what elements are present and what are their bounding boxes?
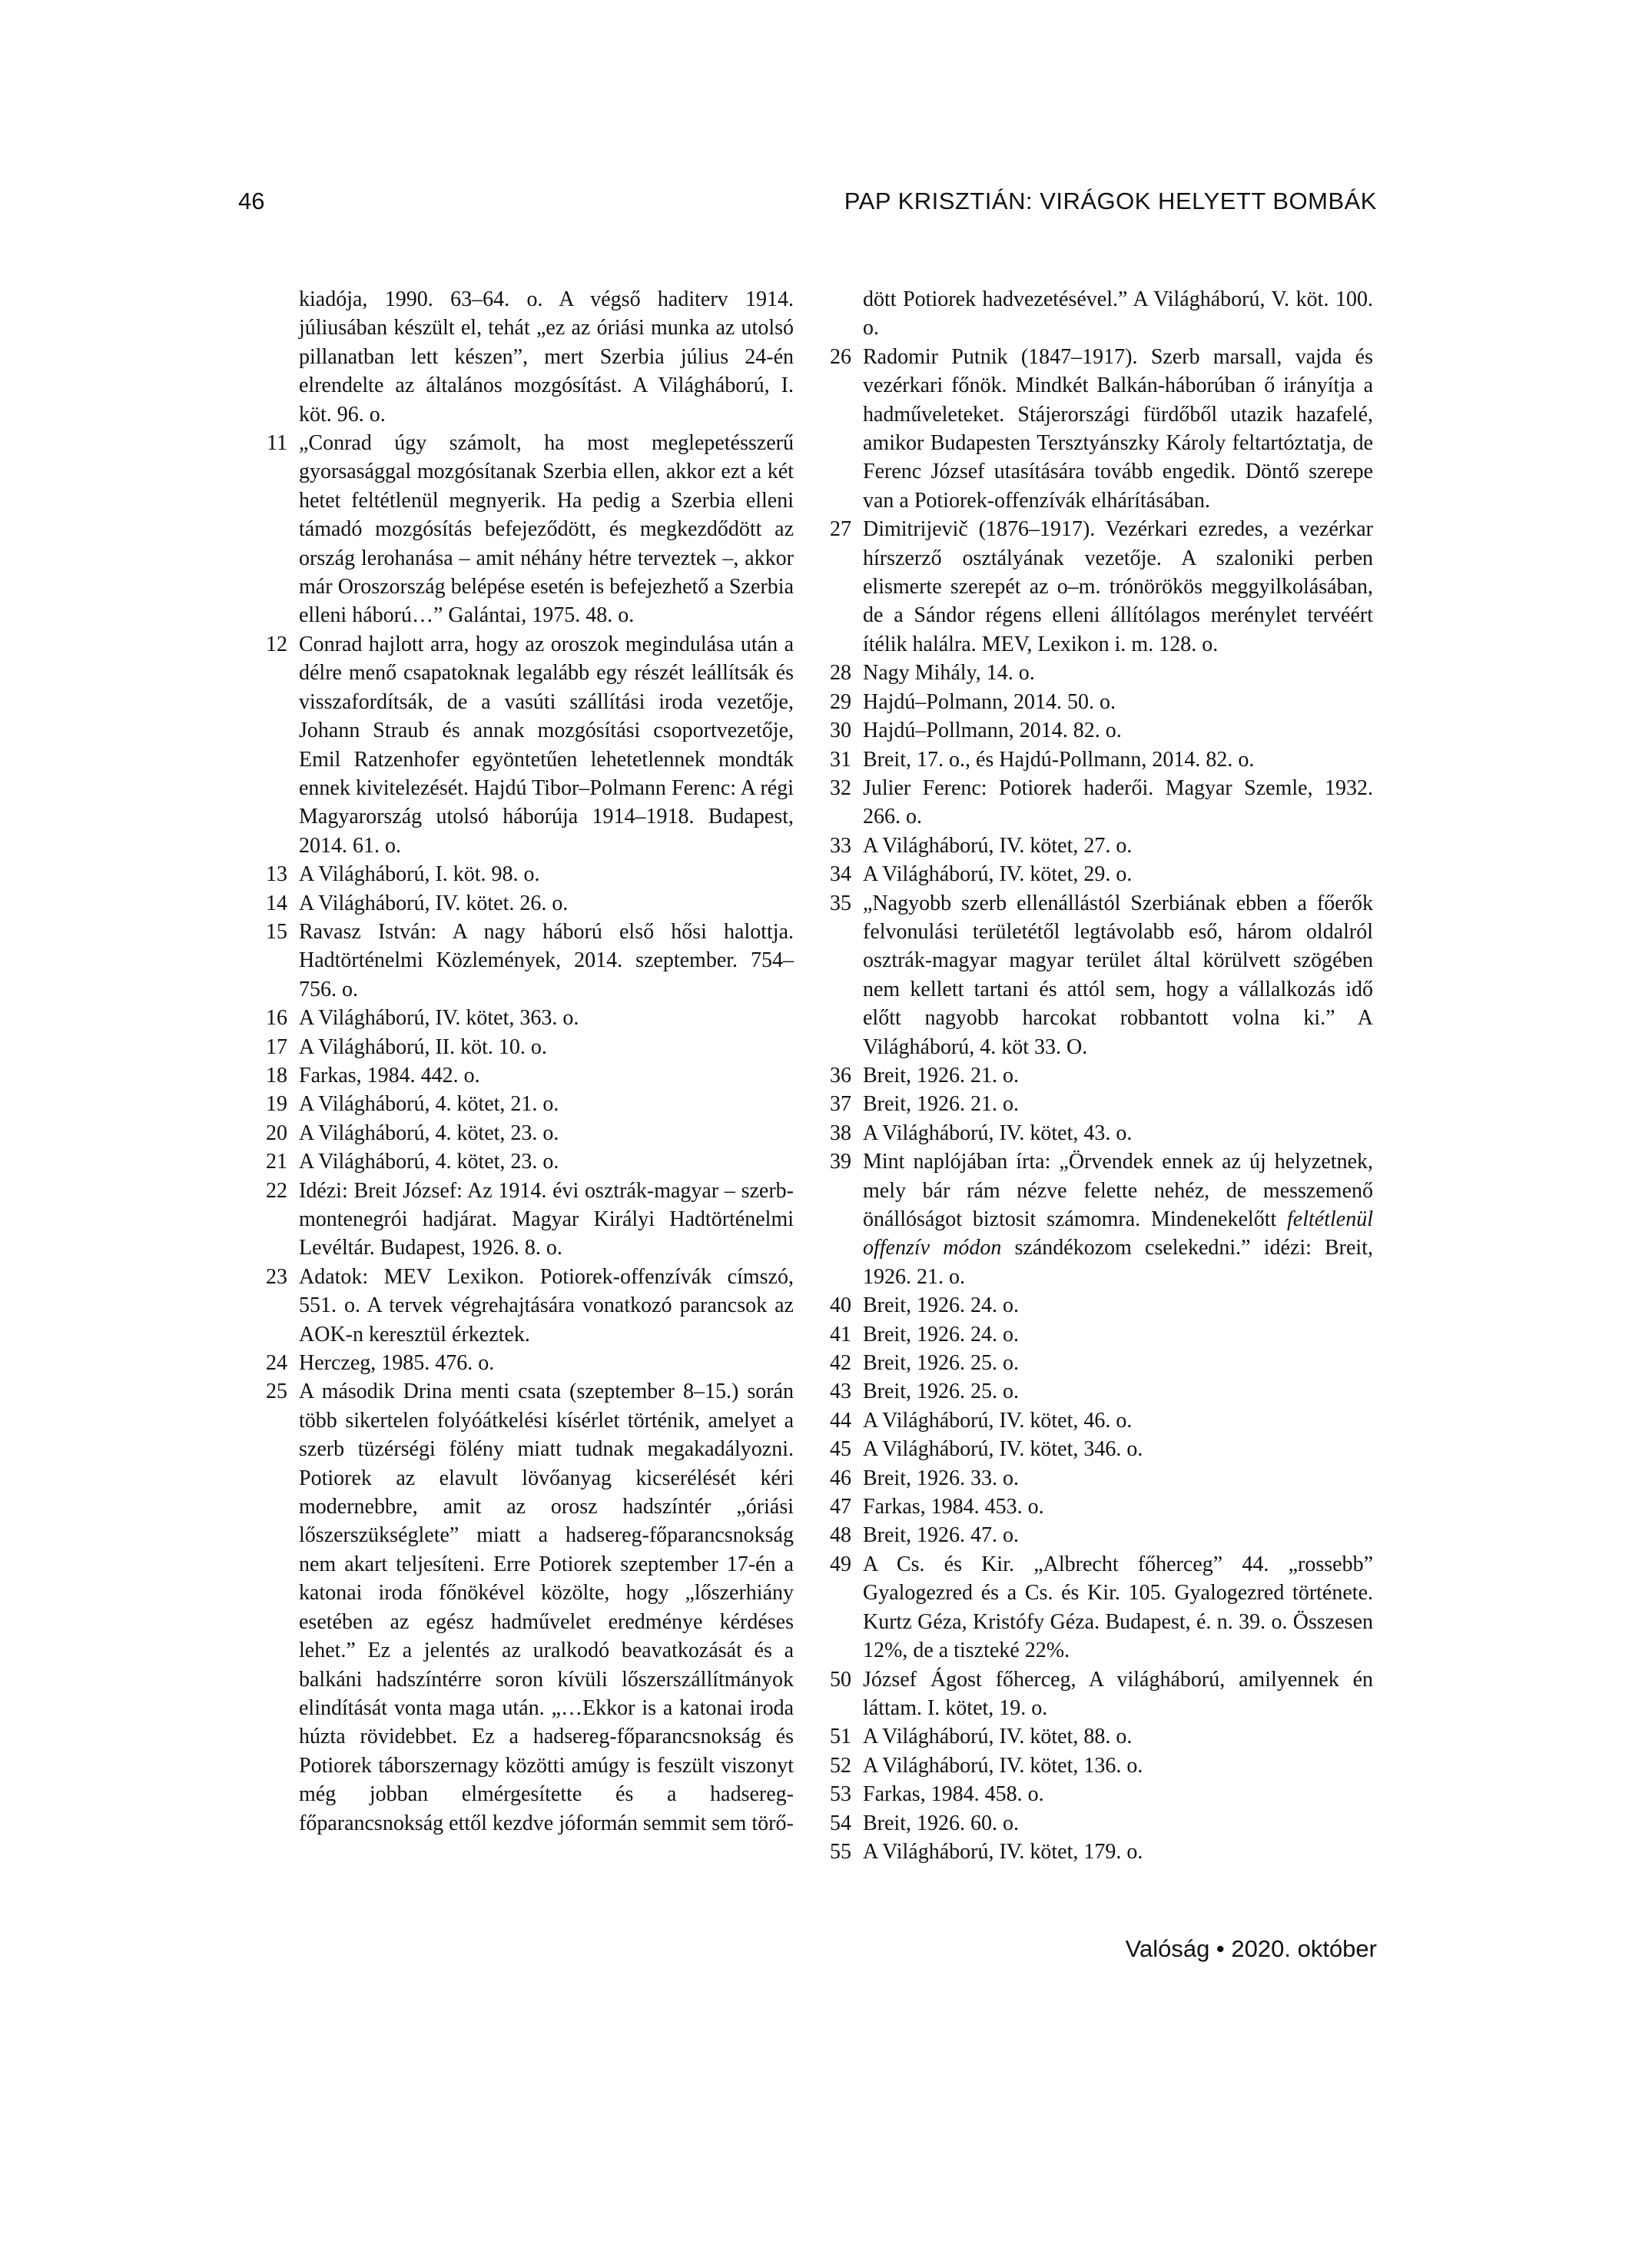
footnote-item	[830, 774, 1373, 832]
footnote-text: Dimitrijevič (1876–1917). Vezérkari ezredes, a vezérkar hírszerző osztályának vezetője. A szaloniki perben elismerte szerepét az o–m. trónörökös meggyilkolásában, de a Sándor régens elleni állítólagos merénylet tervéért ítélik halálra. MEV, Lexikon i. m. 128. o.	[863, 517, 1373, 656]
footnote-item	[830, 1464, 1373, 1493]
footnote-item	[266, 1119, 794, 1147]
footnote-text: Hajdú–Polmann, 2014. 50. o.	[863, 689, 1116, 714]
footnote-text: Farkas, 1984. 458. o.	[863, 1782, 1044, 1807]
footnote-number: 33	[830, 833, 851, 858]
footnote-item	[266, 1177, 794, 1263]
footnote-item	[830, 889, 1373, 1061]
footnote-item	[830, 1521, 1373, 1549]
footnote-number: 42	[830, 1351, 851, 1376]
footnote-number: 45	[830, 1437, 851, 1462]
footnote-number: 49	[830, 1552, 851, 1576]
footnote-number: 32	[830, 775, 851, 800]
right-footnote-column	[830, 285, 1373, 1866]
footnote-text: Julier Ferenc: Potiorek haderői. Magyar Szemle, 1932. 266. o.	[863, 775, 1373, 829]
footnote-text: Farkas, 1984. 442. o.	[299, 1063, 480, 1088]
footnote-number: 48	[830, 1523, 851, 1548]
footnote-item	[830, 1838, 1373, 1866]
footnote-item	[830, 1090, 1373, 1118]
footnote-item	[266, 1033, 794, 1061]
footnote-number: 43	[830, 1380, 851, 1404]
footnote-number: 50	[830, 1667, 851, 1692]
footnote-text: A második Drina menti csata (szeptember 8–15.) során több sikertelen folyóátkelési kísérlet történik, amelyet a szerb tüzérségi fölény miatt tudnak megakadályozni. Potiorek az elavult lövőanyag kicserélését kéri modernebbre, amit az orosz hadszíntér „óriási lőszerszükséglete” miatt a hadsereg-főparancsnokság nem akart teljesíteni. Erre Potiorek szeptember 17-én a katonai iroda főnökével közölte, hogy „lőszerhiány esetében az egész hadművelet eredménye kérdéses lehet.” Ez a jelentés az uralkodó beavatkozását és a balkáni hadszíntérre soron kívüli lőszerszállítmányok elindítását vonta maga után. „…Ekkor is a katonai iroda húzta rövidebbet. Ez a hadsereg-főparancsnokság és Potiorek táborszernagy közötti amúgy is feszült viszonyt még jobban elmérgesítette és a hadsereg-főparancsnokság ettől kezdve jóformán semmit sem törő-	[299, 1380, 794, 1835]
footnote-item	[830, 860, 1373, 888]
footnote-item	[830, 1061, 1373, 1090]
footnote-italic-phrase: feltétlenül offenzív módon	[863, 1207, 1373, 1260]
footnote-text: A Világháború, IV. kötet, 29. o.	[863, 862, 1133, 887]
footnote-item	[830, 1665, 1373, 1723]
footnote-number: 22	[266, 1178, 287, 1203]
footnote-text: „Nagyobb szerb ellenállástól Szerbiának ebben a főerők felvonulási területétől legtávolabb eső, három oldalról osztrák-magyar magyar terület által körülvett szögében nem kellett tartani és attól sem, hogy a vállalkozás idő előtt nagyobb harcokat robbantott volna ki.” A Világháború, 4. köt 33. O.	[863, 891, 1373, 1059]
footnote-text: Breit, 1926. 25. o.	[863, 1351, 1019, 1376]
footnote-item	[830, 343, 1373, 515]
footnote-text: A Világháború, IV. kötet, 179. o.	[863, 1839, 1143, 1864]
footnote-item	[830, 1406, 1373, 1435]
footnote-number: 52	[830, 1753, 851, 1778]
footnote-number: 54	[830, 1811, 851, 1835]
footnote-number: 18	[266, 1063, 287, 1088]
footnote-item	[266, 860, 794, 888]
footnote-number: 55	[830, 1839, 851, 1864]
footnote-number: 11	[267, 431, 287, 456]
footnote-number: 12	[266, 632, 287, 656]
footnote-number: 44	[830, 1408, 851, 1433]
footnote-item	[266, 889, 794, 918]
footnote-item	[830, 515, 1373, 659]
footnote-text: A Világháború, IV. kötet. 26. o.	[299, 891, 569, 915]
footnote-text: A Cs. és Kir. „Albrecht főherceg” 44. „rossebb” Gyalogezred és a Cs. és Kir. 105. Gyalogezred története. Kurtz Géza, Kristófy Géza. Budapest, é. n. 39. o. Összesen 12%, de a tiszteké 22%.	[863, 1552, 1373, 1663]
footnote-text: Adatok: MEV Lexikon. Potiorek-offenzívák címszó, 551. o. A tervek végrehajtására vonatkozó parancsok az AOK-n keresztül érkeztek.	[299, 1264, 794, 1347]
footnote-item	[830, 1291, 1373, 1320]
footnote-item	[266, 1349, 794, 1377]
footnote-item	[266, 1263, 794, 1349]
footnote-number: 25	[266, 1380, 287, 1404]
footnote-number: 38	[830, 1121, 851, 1145]
footnote-item	[830, 1349, 1373, 1377]
footnote-text: Ravasz István: A nagy háború első hősi halottja. Hadtörténelmi Közlemények, 2014. szeptember. 754–756. o.	[299, 919, 794, 1001]
footnote-text: A Világháború, IV. kötet, 346. o.	[863, 1437, 1143, 1462]
footnote-item	[830, 1752, 1373, 1780]
footnote-text: József Ágost főherceg, A világháború, amilyennek én láttam. I. kötet, 19. o.	[863, 1667, 1373, 1720]
footnote-item	[830, 1119, 1373, 1147]
footnote-text: Breit, 1926. 24. o.	[863, 1293, 1019, 1318]
footnote-number: 46	[830, 1466, 851, 1490]
footnote-item	[830, 1377, 1373, 1406]
footnote-item	[830, 1780, 1373, 1808]
footnote-item	[830, 1809, 1373, 1838]
footnote-number: 14	[266, 891, 287, 915]
footnote-item	[266, 1061, 794, 1090]
footnote-text: „Conrad úgy számolt, ha most meglepetésszerű gyorsasággal mozgósítanak Szerbia ellen, akkor ezt a két hetet feltétlenül megnyerik. Ha pedig a Szerbia elleni támadó mozgósítás befejeződött, és megkezdődött az ország lerohanása – amit néhány hétre terveztek –, akkor már Oroszország belépése esetén is befejezhető a Szerbia elleni háború…” Galántai, 1975. 48. o.	[299, 431, 794, 628]
footnote-number: 17	[266, 1034, 287, 1059]
footnote-item	[266, 1377, 794, 1838]
footnote-number: 13	[266, 862, 287, 887]
footnote-text: Nagy Mihály, 14. o.	[863, 661, 1035, 686]
footnote-text: Breit, 1926. 60. o.	[863, 1811, 1019, 1835]
footnote-number: 15	[266, 919, 287, 944]
footnote-item	[266, 1004, 794, 1032]
footnote-number: 35	[830, 891, 851, 915]
footnote-number: 37	[830, 1092, 851, 1117]
left-footnote-column	[266, 285, 794, 1838]
footnote-text: A Világháború, IV. kötet, 88. o.	[863, 1725, 1133, 1749]
footnote-number: 20	[266, 1121, 287, 1145]
footnote-text: A Világháború, 4. kötet, 23. o.	[299, 1150, 559, 1174]
footnote-continuation: kiadója, 1990. 63–64. o. A végső haditerv 1914. júliusában készült el, tehát „ez az óriási munka az utolsó pillanatban lett készen”, mert Szerbia július 24-én elrendelte az általános mozgósítást. A Világháború, I. köt. 96. o.	[299, 287, 794, 427]
footnote-item	[830, 659, 1373, 687]
footnote-text: A Világháború, IV. kötet, 27. o.	[863, 833, 1133, 858]
footnote-number: 53	[830, 1782, 851, 1807]
footnote-item	[830, 1722, 1373, 1751]
footnote-item	[267, 429, 794, 630]
footnote-text: A Világháború, IV. kötet, 136. o.	[863, 1753, 1143, 1778]
running-header	[238, 188, 1377, 221]
footnote-number: 47	[830, 1495, 851, 1519]
footnote-text: Breit, 1926. 25. o.	[863, 1380, 1019, 1404]
footnote-number: 28	[830, 661, 851, 686]
footnote-number: 40	[830, 1293, 851, 1318]
footnote-text: Idézi: Breit József: Az 1914. évi osztrák-magyar – szerb-montenegrói hadjárat. Magyar Királyi Hadtörténelmi Levéltár. Budapest, 1926. 8. o.	[299, 1178, 794, 1260]
footnote-continuation: dött Potiorek hadvezetésével.” A Világháború, V. köt. 100. o.	[863, 287, 1373, 340]
footnote-text: Breit, 1926. 24. o.	[863, 1322, 1019, 1347]
footnote-text: Hajdú–Pollmann, 2014. 82. o.	[863, 719, 1122, 743]
footnote-item	[266, 1090, 794, 1118]
footnote-text: Breit, 1926. 21. o.	[863, 1063, 1019, 1088]
footnote-item	[830, 1550, 1373, 1665]
footnote-number: 39	[830, 1150, 851, 1174]
footnote-text: Breit, 1926. 21. o.	[863, 1092, 1019, 1117]
footnote-number: 19	[266, 1092, 287, 1117]
footnote-number: 34	[830, 862, 851, 887]
footnote-text: Herczeg, 1985. 476. o.	[299, 1351, 495, 1376]
footnote-text-part: Mint naplójában írta: „Örvendek ennek az új helyzetnek, mely bár rám nézve felette nehéz, de messzemenő önállóságot biztosit számomra. Mindenekelőtt	[863, 1150, 1373, 1231]
footnote-item	[830, 716, 1373, 745]
footnote-item	[830, 1435, 1373, 1463]
footnote-item	[830, 832, 1373, 860]
footnote-number: 27	[830, 517, 851, 542]
footnote-number: 30	[830, 719, 851, 743]
footnote-text: Breit, 1926. 47. o.	[863, 1523, 1019, 1548]
footnote-number: 26	[830, 344, 851, 369]
footnote-text: Breit, 1926. 33. o.	[863, 1466, 1019, 1490]
footnote-number: 24	[266, 1351, 287, 1376]
footnote-item	[266, 918, 794, 1004]
footnote-text: A Világháború, II. köt. 10. o.	[299, 1034, 547, 1059]
page-number: 46	[238, 188, 265, 214]
footnote-text: A Világháború, 4. kötet, 21. o.	[299, 1092, 559, 1117]
footer-publication: Valóság • 2020. október	[1125, 1935, 1377, 1962]
footnote-number: 41	[830, 1322, 851, 1347]
footnote-text: A Világháború, I. köt. 98. o.	[299, 862, 540, 887]
footnote-number: 36	[830, 1063, 851, 1088]
footnote-text: A Világháború, 4. kötet, 23. o.	[299, 1121, 559, 1145]
footnote-item	[830, 1493, 1373, 1521]
footnote-text: Conrad hajlott arra, hogy az oroszok megindulása után a délre menő csapatoknak legalább egy részét leállítsák és visszafordítsák, de a vasúti szállítási iroda vezetője, Johann Straub és annak mozgósítási csoportvezetője, Emil Ratzenhofer egyöntetűen lehetetlennek mondták ennek kivitelezését. Hajdú Tibor–Polmann Ferenc: A régi Magyarország utolsó háborúja 1914–1918. Budapest, 2014. 61. o.	[299, 632, 794, 858]
footnote-text: Farkas, 1984. 453. o.	[863, 1495, 1044, 1519]
footnote-text: A Világháború, IV. kötet, 363. o.	[299, 1006, 579, 1031]
footnote-number: 23	[266, 1264, 287, 1289]
footnote-text: A Világháború, IV. kötet, 43. o.	[863, 1121, 1133, 1145]
footnote-item	[830, 688, 1373, 716]
footnote-text: Breit, 17. o., és Hajdú-Pollmann, 2014. 82. o.	[863, 747, 1255, 772]
footnote-item	[830, 745, 1373, 774]
footnote-number: 21	[266, 1150, 287, 1174]
running-title: PAP KRISZTIÁN: VIRÁGOK HELYETT BOMBÁK	[844, 188, 1377, 214]
footnote-item	[266, 1147, 794, 1176]
footnote-number: 31	[830, 747, 851, 772]
footnote-number: 16	[266, 1006, 287, 1031]
footnote-text-part: szándékozom cselekedni.” idézi: Breit, 1926. 21. o.	[863, 1236, 1373, 1289]
footnote-text: Radomir Putnik (1847–1917). Szerb marsall, vajda és vezérkari főnök. Mindkét Balkán-háborúban ő irányítja a hadműveleteket. Stájerországi fürdőből utazik hazafelé, amikor Budapesten Tersztyánszky Károly feltartóztatja, de Ferenc József utasítására tovább engedik. Döntő szerepe van a Potiorek-offenzívák elhárításában.	[863, 344, 1373, 513]
footnote-item	[830, 1147, 1373, 1291]
footnote-item	[830, 1320, 1373, 1349]
footnote-text: A Világháború, IV. kötet, 46. o.	[863, 1408, 1133, 1433]
footnote-text	[863, 1147, 1373, 1291]
footnote-number: 51	[830, 1725, 851, 1749]
footnote-number: 29	[830, 689, 851, 714]
footnote-item	[266, 630, 794, 860]
